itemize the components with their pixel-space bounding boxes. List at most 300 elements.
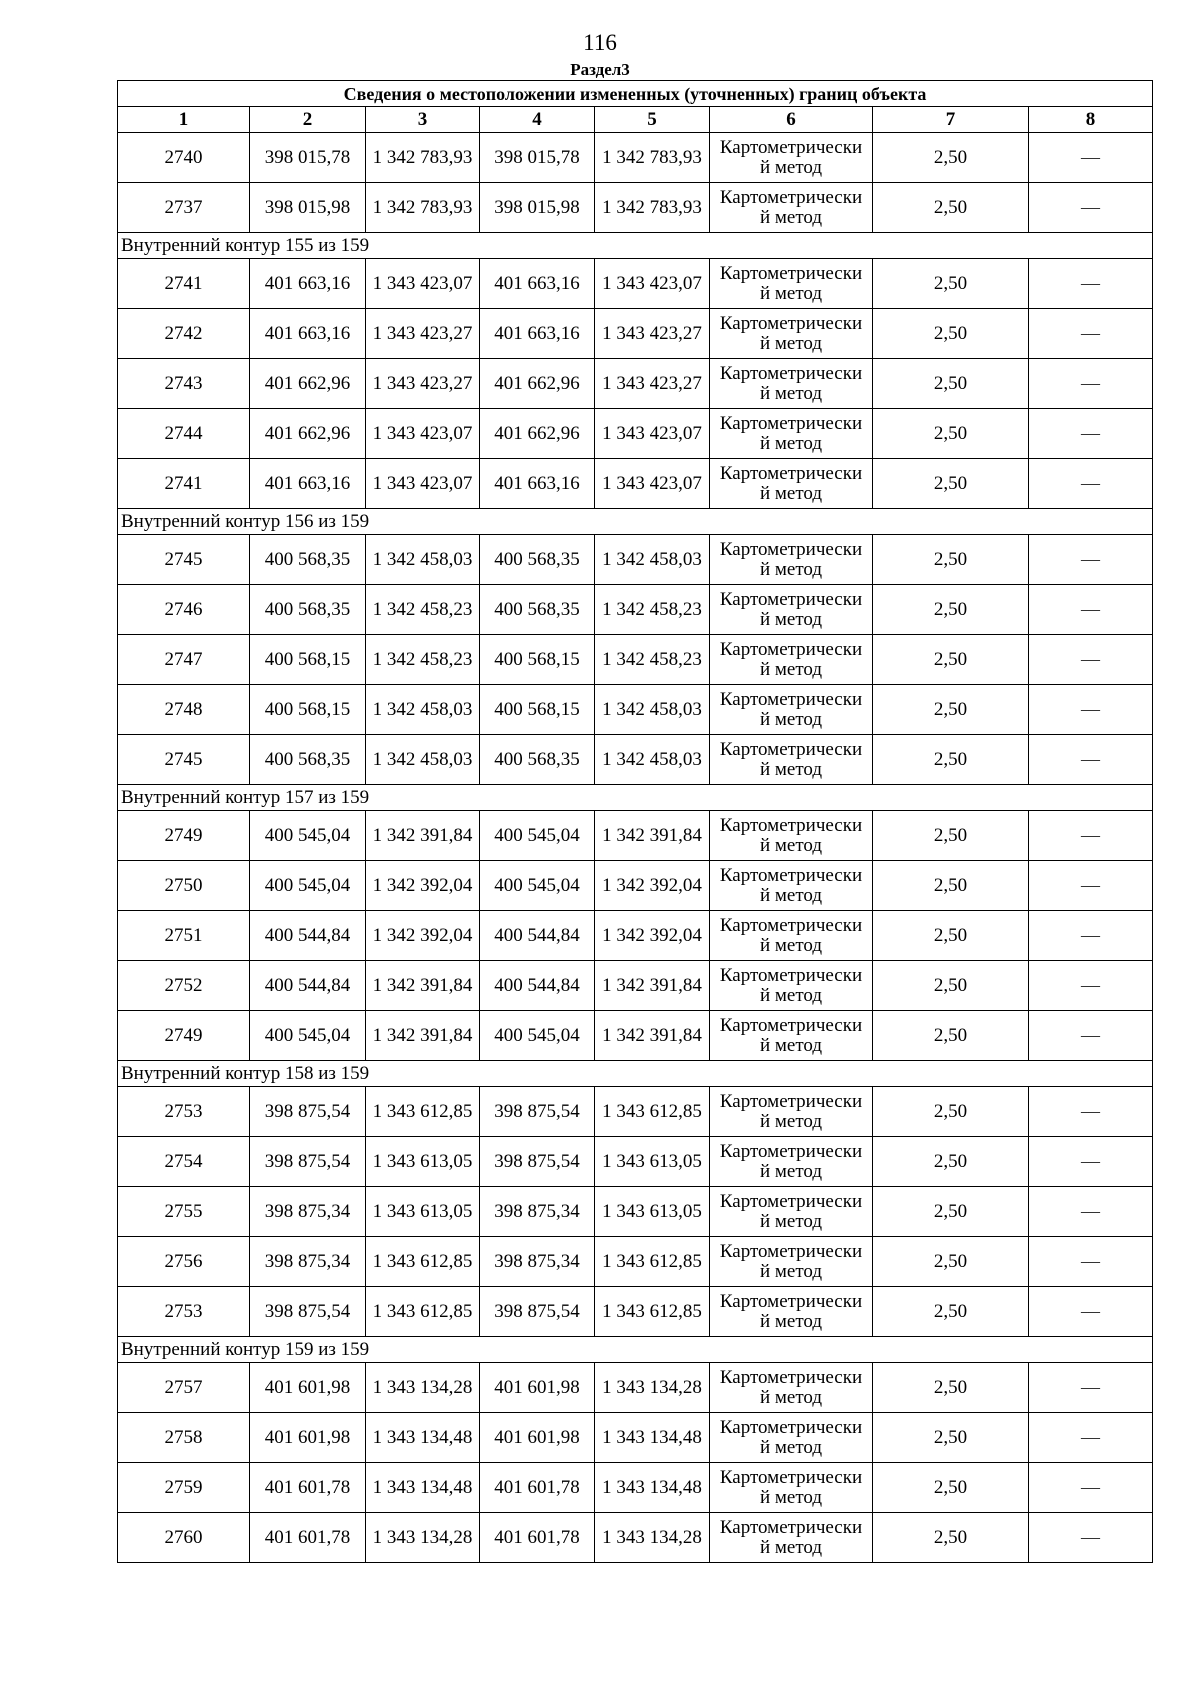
contour-row xyxy=(118,785,1153,811)
contour-label: Внутренний контур 156 из 159 xyxy=(118,509,1153,535)
accuracy-value: 2,50 xyxy=(873,359,1029,409)
x-coordinate-new: 398 015,78 xyxy=(480,133,595,183)
table-row xyxy=(118,735,1153,785)
x-coordinate: 401 601,78 xyxy=(250,1513,366,1563)
method-cell xyxy=(710,1187,873,1237)
method-line: й метод xyxy=(759,658,823,680)
contour-label: Внутренний контур 159 из 159 xyxy=(118,1337,1153,1363)
y-coordinate-new: 1 342 458,03 xyxy=(595,735,710,785)
empty-value-dash: — xyxy=(1029,685,1153,735)
x-coordinate: 400 568,15 xyxy=(250,635,366,685)
y-coordinate: 1 343 423,27 xyxy=(366,309,480,359)
table-row xyxy=(118,585,1153,635)
accuracy-value: 2,50 xyxy=(873,911,1029,961)
x-coordinate: 398 875,34 xyxy=(250,1187,366,1237)
accuracy-value: 2,50 xyxy=(873,585,1029,635)
method-line: Картометрически xyxy=(719,312,863,334)
table-row xyxy=(118,1413,1153,1463)
point-number: 2746 xyxy=(118,585,250,635)
method-cell xyxy=(710,309,873,359)
method-line: й метод xyxy=(759,984,823,1006)
empty-value-dash: — xyxy=(1029,961,1153,1011)
y-coordinate: 1 343 612,85 xyxy=(366,1287,480,1337)
method-line: й метод xyxy=(759,282,823,304)
y-coordinate: 1 343 134,28 xyxy=(366,1513,480,1563)
method-line: Картометрически xyxy=(719,136,863,158)
method-line: й метод xyxy=(759,1210,823,1232)
method-line: й метод xyxy=(759,1386,823,1408)
method-line: й метод xyxy=(759,1110,823,1132)
contour-label: Внутренний контур 155 из 159 xyxy=(118,233,1153,259)
point-number: 2759 xyxy=(118,1463,250,1513)
table-row xyxy=(118,635,1153,685)
point-number: 2760 xyxy=(118,1513,250,1563)
point-number: 2751 xyxy=(118,911,250,961)
point-number: 2740 xyxy=(118,133,250,183)
accuracy-value: 2,50 xyxy=(873,259,1029,309)
x-coordinate-new: 401 601,78 xyxy=(480,1463,595,1513)
empty-value-dash: — xyxy=(1029,1087,1153,1137)
x-coordinate: 401 601,98 xyxy=(250,1413,366,1463)
method-cell xyxy=(710,459,873,509)
y-coordinate: 1 342 783,93 xyxy=(366,183,480,233)
method-line: Картометрически xyxy=(719,186,863,208)
point-number: 2754 xyxy=(118,1137,250,1187)
table-row xyxy=(118,861,1153,911)
method-cell xyxy=(710,359,873,409)
column-header: 5 xyxy=(595,107,710,133)
table-row xyxy=(118,1011,1153,1061)
y-coordinate-new: 1 343 423,07 xyxy=(595,259,710,309)
x-coordinate: 400 544,84 xyxy=(250,961,366,1011)
table-row xyxy=(118,459,1153,509)
y-coordinate: 1 342 392,04 xyxy=(366,861,480,911)
y-coordinate: 1 342 458,03 xyxy=(366,735,480,785)
y-coordinate: 1 343 423,07 xyxy=(366,459,480,509)
method-cell xyxy=(710,1463,873,1513)
method-cell xyxy=(710,1011,873,1061)
section-title: Раздел3 xyxy=(570,60,630,79)
x-coordinate-new: 401 662,96 xyxy=(480,409,595,459)
y-coordinate-new: 1 342 392,04 xyxy=(595,911,710,961)
table-row xyxy=(118,259,1153,309)
y-coordinate-new: 1 342 783,93 xyxy=(595,133,710,183)
empty-value-dash: — xyxy=(1029,585,1153,635)
table-row xyxy=(118,961,1153,1011)
method-cell xyxy=(710,735,873,785)
column-header: 7 xyxy=(873,107,1029,133)
point-number: 2748 xyxy=(118,685,250,735)
y-coordinate: 1 342 391,84 xyxy=(366,1011,480,1061)
x-coordinate: 401 662,96 xyxy=(250,359,366,409)
y-coordinate-new: 1 342 458,23 xyxy=(595,635,710,685)
point-number: 2753 xyxy=(118,1087,250,1137)
y-coordinate-new: 1 343 423,07 xyxy=(595,459,710,509)
contour-row xyxy=(118,509,1153,535)
method-line: й метод xyxy=(759,934,823,956)
method-line: Картометрически xyxy=(719,688,863,710)
x-coordinate-new: 400 568,15 xyxy=(480,685,595,735)
x-coordinate-new: 400 545,04 xyxy=(480,811,595,861)
accuracy-value: 2,50 xyxy=(873,1011,1029,1061)
method-line: Картометрически xyxy=(719,1240,863,1262)
empty-value-dash: — xyxy=(1029,359,1153,409)
x-coordinate: 398 875,54 xyxy=(250,1087,366,1137)
point-number: 2743 xyxy=(118,359,250,409)
y-coordinate-new: 1 343 134,28 xyxy=(595,1513,710,1563)
empty-value-dash: — xyxy=(1029,409,1153,459)
method-cell xyxy=(710,585,873,635)
x-coordinate-new: 400 545,04 xyxy=(480,861,595,911)
empty-value-dash: — xyxy=(1029,1187,1153,1237)
column-header: 2 xyxy=(250,107,366,133)
y-coordinate: 1 343 423,27 xyxy=(366,359,480,409)
point-number: 2744 xyxy=(118,409,250,459)
method-line: Картометрически xyxy=(719,814,863,836)
x-coordinate-new: 398 875,54 xyxy=(480,1137,595,1187)
accuracy-value: 2,50 xyxy=(873,1237,1029,1287)
empty-value-dash: — xyxy=(1029,1011,1153,1061)
y-coordinate-new: 1 342 391,84 xyxy=(595,811,710,861)
empty-value-dash: — xyxy=(1029,459,1153,509)
y-coordinate: 1 343 423,07 xyxy=(366,259,480,309)
table-row xyxy=(118,811,1153,861)
y-coordinate-new: 1 343 613,05 xyxy=(595,1187,710,1237)
table-row xyxy=(118,1087,1153,1137)
x-coordinate: 398 875,54 xyxy=(250,1287,366,1337)
empty-value-dash: — xyxy=(1029,1463,1153,1513)
x-coordinate-new: 398 875,54 xyxy=(480,1087,595,1137)
method-line: й метод xyxy=(759,432,823,454)
method-line: й метод xyxy=(759,1034,823,1056)
y-coordinate: 1 343 134,28 xyxy=(366,1363,480,1413)
method-line: й метод xyxy=(759,708,823,730)
method-line: й метод xyxy=(759,1310,823,1332)
coordinates-table xyxy=(117,80,1153,1563)
point-number: 2750 xyxy=(118,861,250,911)
y-coordinate: 1 342 458,23 xyxy=(366,585,480,635)
method-line: й метод xyxy=(759,482,823,504)
x-coordinate: 400 568,35 xyxy=(250,535,366,585)
method-cell xyxy=(710,1513,873,1563)
x-coordinate-new: 400 568,15 xyxy=(480,635,595,685)
y-coordinate-new: 1 342 458,23 xyxy=(595,585,710,635)
x-coordinate-new: 401 663,16 xyxy=(480,459,595,509)
method-line: Картометрически xyxy=(719,964,863,986)
point-number: 2742 xyxy=(118,309,250,359)
column-header: 3 xyxy=(366,107,480,133)
x-coordinate: 401 662,96 xyxy=(250,409,366,459)
x-coordinate: 398 875,54 xyxy=(250,1137,366,1187)
table-row xyxy=(118,1363,1153,1413)
method-line: й метод xyxy=(759,1160,823,1182)
accuracy-value: 2,50 xyxy=(873,183,1029,233)
x-coordinate: 400 545,04 xyxy=(250,861,366,911)
method-line: Картометрически xyxy=(719,1290,863,1312)
y-coordinate: 1 342 458,03 xyxy=(366,685,480,735)
method-cell xyxy=(710,811,873,861)
point-number: 2745 xyxy=(118,535,250,585)
x-coordinate-new: 398 875,34 xyxy=(480,1187,595,1237)
column-header: 8 xyxy=(1029,107,1153,133)
x-coordinate-new: 400 568,35 xyxy=(480,585,595,635)
x-coordinate: 400 568,15 xyxy=(250,685,366,735)
method-line: й метод xyxy=(759,332,823,354)
y-coordinate-new: 1 343 423,07 xyxy=(595,409,710,459)
y-coordinate-new: 1 343 134,48 xyxy=(595,1463,710,1513)
method-line: Картометрически xyxy=(719,462,863,484)
table-row xyxy=(118,1463,1153,1513)
empty-value-dash: — xyxy=(1029,309,1153,359)
accuracy-value: 2,50 xyxy=(873,1187,1029,1237)
y-coordinate: 1 342 391,84 xyxy=(366,961,480,1011)
y-coordinate: 1 343 134,48 xyxy=(366,1413,480,1463)
accuracy-value: 2,50 xyxy=(873,1287,1029,1337)
table-header-row xyxy=(118,107,1153,133)
method-line: Картометрически xyxy=(719,1090,863,1112)
accuracy-value: 2,50 xyxy=(873,685,1029,735)
y-coordinate: 1 342 391,84 xyxy=(366,811,480,861)
y-coordinate-new: 1 343 613,05 xyxy=(595,1137,710,1187)
method-line: Картометрически xyxy=(719,864,863,886)
method-line: Картометрически xyxy=(719,412,863,434)
method-cell xyxy=(710,1087,873,1137)
y-coordinate: 1 342 458,03 xyxy=(366,535,480,585)
accuracy-value: 2,50 xyxy=(873,1513,1029,1563)
x-coordinate-new: 400 544,84 xyxy=(480,961,595,1011)
point-number: 2752 xyxy=(118,961,250,1011)
x-coordinate-new: 398 875,54 xyxy=(480,1287,595,1337)
method-cell xyxy=(710,409,873,459)
method-cell xyxy=(710,685,873,735)
method-line: й метод xyxy=(759,1260,823,1282)
x-coordinate: 400 568,35 xyxy=(250,585,366,635)
table-row xyxy=(118,1187,1153,1237)
accuracy-value: 2,50 xyxy=(873,1087,1029,1137)
y-coordinate: 1 342 783,93 xyxy=(366,133,480,183)
accuracy-value: 2,50 xyxy=(873,961,1029,1011)
method-line: й метод xyxy=(759,558,823,580)
method-line: й метод xyxy=(759,608,823,630)
table-row xyxy=(118,1237,1153,1287)
accuracy-value: 2,50 xyxy=(873,1363,1029,1413)
method-line: й метод xyxy=(759,1536,823,1558)
x-coordinate-new: 401 663,16 xyxy=(480,259,595,309)
empty-value-dash: — xyxy=(1029,133,1153,183)
table-caption: Сведения о местоположении измененных (уточненных) границ объекта xyxy=(118,81,1153,107)
y-coordinate: 1 343 612,85 xyxy=(366,1087,480,1137)
method-line: й метод xyxy=(759,758,823,780)
point-number: 2741 xyxy=(118,459,250,509)
y-coordinate: 1 342 392,04 xyxy=(366,911,480,961)
empty-value-dash: — xyxy=(1029,1413,1153,1463)
y-coordinate: 1 343 613,05 xyxy=(366,1187,480,1237)
x-coordinate: 400 545,04 xyxy=(250,811,366,861)
empty-value-dash: — xyxy=(1029,1287,1153,1337)
contour-label: Внутренний контур 157 из 159 xyxy=(118,785,1153,811)
x-coordinate-new: 400 568,35 xyxy=(480,535,595,585)
accuracy-value: 2,50 xyxy=(873,409,1029,459)
method-line: Картометрически xyxy=(719,1140,863,1162)
x-coordinate: 401 663,16 xyxy=(250,459,366,509)
point-number: 2758 xyxy=(118,1413,250,1463)
method-line: Картометрически xyxy=(719,1466,863,1488)
y-coordinate-new: 1 342 392,04 xyxy=(595,861,710,911)
point-number: 2747 xyxy=(118,635,250,685)
accuracy-value: 2,50 xyxy=(873,309,1029,359)
x-coordinate: 398 875,34 xyxy=(250,1237,366,1287)
accuracy-value: 2,50 xyxy=(873,861,1029,911)
method-line: й метод xyxy=(759,156,823,178)
table-row xyxy=(118,359,1153,409)
y-coordinate: 1 343 612,85 xyxy=(366,1237,480,1287)
method-line: Картометрически xyxy=(719,1516,863,1538)
x-coordinate-new: 401 601,78 xyxy=(480,1513,595,1563)
accuracy-value: 2,50 xyxy=(873,459,1029,509)
table-row xyxy=(118,535,1153,585)
accuracy-value: 2,50 xyxy=(873,635,1029,685)
y-coordinate-new: 1 343 423,27 xyxy=(595,359,710,409)
table-row xyxy=(118,1137,1153,1187)
empty-value-dash: — xyxy=(1029,635,1153,685)
method-cell xyxy=(710,635,873,685)
page-number: 116 xyxy=(583,30,617,55)
table-row xyxy=(118,183,1153,233)
accuracy-value: 2,50 xyxy=(873,735,1029,785)
empty-value-dash: — xyxy=(1029,861,1153,911)
contour-row xyxy=(118,233,1153,259)
y-coordinate-new: 1 342 783,93 xyxy=(595,183,710,233)
y-coordinate-new: 1 343 423,27 xyxy=(595,309,710,359)
method-cell xyxy=(710,1137,873,1187)
table-row xyxy=(118,1287,1153,1337)
method-line: Картометрически xyxy=(719,1366,863,1388)
table-row xyxy=(118,685,1153,735)
method-cell xyxy=(710,1363,873,1413)
y-coordinate-new: 1 343 134,48 xyxy=(595,1413,710,1463)
contour-label: Внутренний контур 158 из 159 xyxy=(118,1061,1153,1087)
x-coordinate: 398 015,98 xyxy=(250,183,366,233)
point-number: 2745 xyxy=(118,735,250,785)
point-number: 2737 xyxy=(118,183,250,233)
x-coordinate-new: 401 601,98 xyxy=(480,1363,595,1413)
empty-value-dash: — xyxy=(1029,259,1153,309)
accuracy-value: 2,50 xyxy=(873,1137,1029,1187)
point-number: 2741 xyxy=(118,259,250,309)
empty-value-dash: — xyxy=(1029,535,1153,585)
method-line: й метод xyxy=(759,834,823,856)
accuracy-value: 2,50 xyxy=(873,133,1029,183)
method-line: Картометрически xyxy=(719,914,863,936)
x-coordinate-new: 400 545,04 xyxy=(480,1011,595,1061)
method-cell xyxy=(710,259,873,309)
x-coordinate: 400 545,04 xyxy=(250,1011,366,1061)
table-row xyxy=(118,911,1153,961)
y-coordinate: 1 343 423,07 xyxy=(366,409,480,459)
method-cell xyxy=(710,183,873,233)
y-coordinate-new: 1 342 458,03 xyxy=(595,685,710,735)
method-cell xyxy=(710,1287,873,1337)
x-coordinate: 401 601,78 xyxy=(250,1463,366,1513)
x-coordinate: 401 601,98 xyxy=(250,1363,366,1413)
x-coordinate-new: 400 544,84 xyxy=(480,911,595,961)
method-cell xyxy=(710,535,873,585)
y-coordinate-new: 1 342 391,84 xyxy=(595,961,710,1011)
method-line: Картометрически xyxy=(719,362,863,384)
column-header: 6 xyxy=(710,107,873,133)
x-coordinate: 400 568,35 xyxy=(250,735,366,785)
method-line: Картометрически xyxy=(719,538,863,560)
y-coordinate-new: 1 343 612,85 xyxy=(595,1287,710,1337)
point-number: 2756 xyxy=(118,1237,250,1287)
method-cell xyxy=(710,961,873,1011)
empty-value-dash: — xyxy=(1029,911,1153,961)
table-row xyxy=(118,309,1153,359)
accuracy-value: 2,50 xyxy=(873,535,1029,585)
method-line: й метод xyxy=(759,1436,823,1458)
x-coordinate-new: 398 875,34 xyxy=(480,1237,595,1287)
empty-value-dash: — xyxy=(1029,183,1153,233)
point-number: 2755 xyxy=(118,1187,250,1237)
method-cell xyxy=(710,1413,873,1463)
y-coordinate: 1 343 134,48 xyxy=(366,1463,480,1513)
method-cell xyxy=(710,861,873,911)
empty-value-dash: — xyxy=(1029,1363,1153,1413)
y-coordinate: 1 343 613,05 xyxy=(366,1137,480,1187)
method-cell xyxy=(710,1237,873,1287)
empty-value-dash: — xyxy=(1029,811,1153,861)
y-coordinate-new: 1 343 612,85 xyxy=(595,1087,710,1137)
method-line: Картометрически xyxy=(719,738,863,760)
method-line: Картометрически xyxy=(719,638,863,660)
point-number: 2749 xyxy=(118,811,250,861)
table-row xyxy=(118,1513,1153,1563)
x-coordinate-new: 398 015,98 xyxy=(480,183,595,233)
accuracy-value: 2,50 xyxy=(873,811,1029,861)
x-coordinate: 398 015,78 xyxy=(250,133,366,183)
y-coordinate: 1 342 458,23 xyxy=(366,635,480,685)
method-line: й метод xyxy=(759,206,823,228)
contour-row xyxy=(118,1337,1153,1363)
empty-value-dash: — xyxy=(1029,735,1153,785)
method-line: Картометрически xyxy=(719,1190,863,1212)
y-coordinate-new: 1 342 458,03 xyxy=(595,535,710,585)
x-coordinate-new: 401 662,96 xyxy=(480,359,595,409)
table-caption-row xyxy=(118,81,1153,107)
point-number: 2749 xyxy=(118,1011,250,1061)
x-coordinate-new: 401 601,98 xyxy=(480,1413,595,1463)
accuracy-value: 2,50 xyxy=(873,1463,1029,1513)
x-coordinate: 401 663,16 xyxy=(250,309,366,359)
y-coordinate-new: 1 342 391,84 xyxy=(595,1011,710,1061)
method-line: Картометрически xyxy=(719,588,863,610)
empty-value-dash: — xyxy=(1029,1237,1153,1287)
method-line: й метод xyxy=(759,1486,823,1508)
empty-value-dash: — xyxy=(1029,1137,1153,1187)
method-line: Картометрически xyxy=(719,262,863,284)
contour-row xyxy=(118,1061,1153,1087)
accuracy-value: 2,50 xyxy=(873,1413,1029,1463)
method-line: Картометрически xyxy=(719,1416,863,1438)
empty-value-dash: — xyxy=(1029,1513,1153,1563)
method-line: й метод xyxy=(759,382,823,404)
column-header: 4 xyxy=(480,107,595,133)
method-line: й метод xyxy=(759,884,823,906)
x-coordinate: 401 663,16 xyxy=(250,259,366,309)
table-row xyxy=(118,409,1153,459)
x-coordinate: 400 544,84 xyxy=(250,911,366,961)
method-cell xyxy=(710,133,873,183)
